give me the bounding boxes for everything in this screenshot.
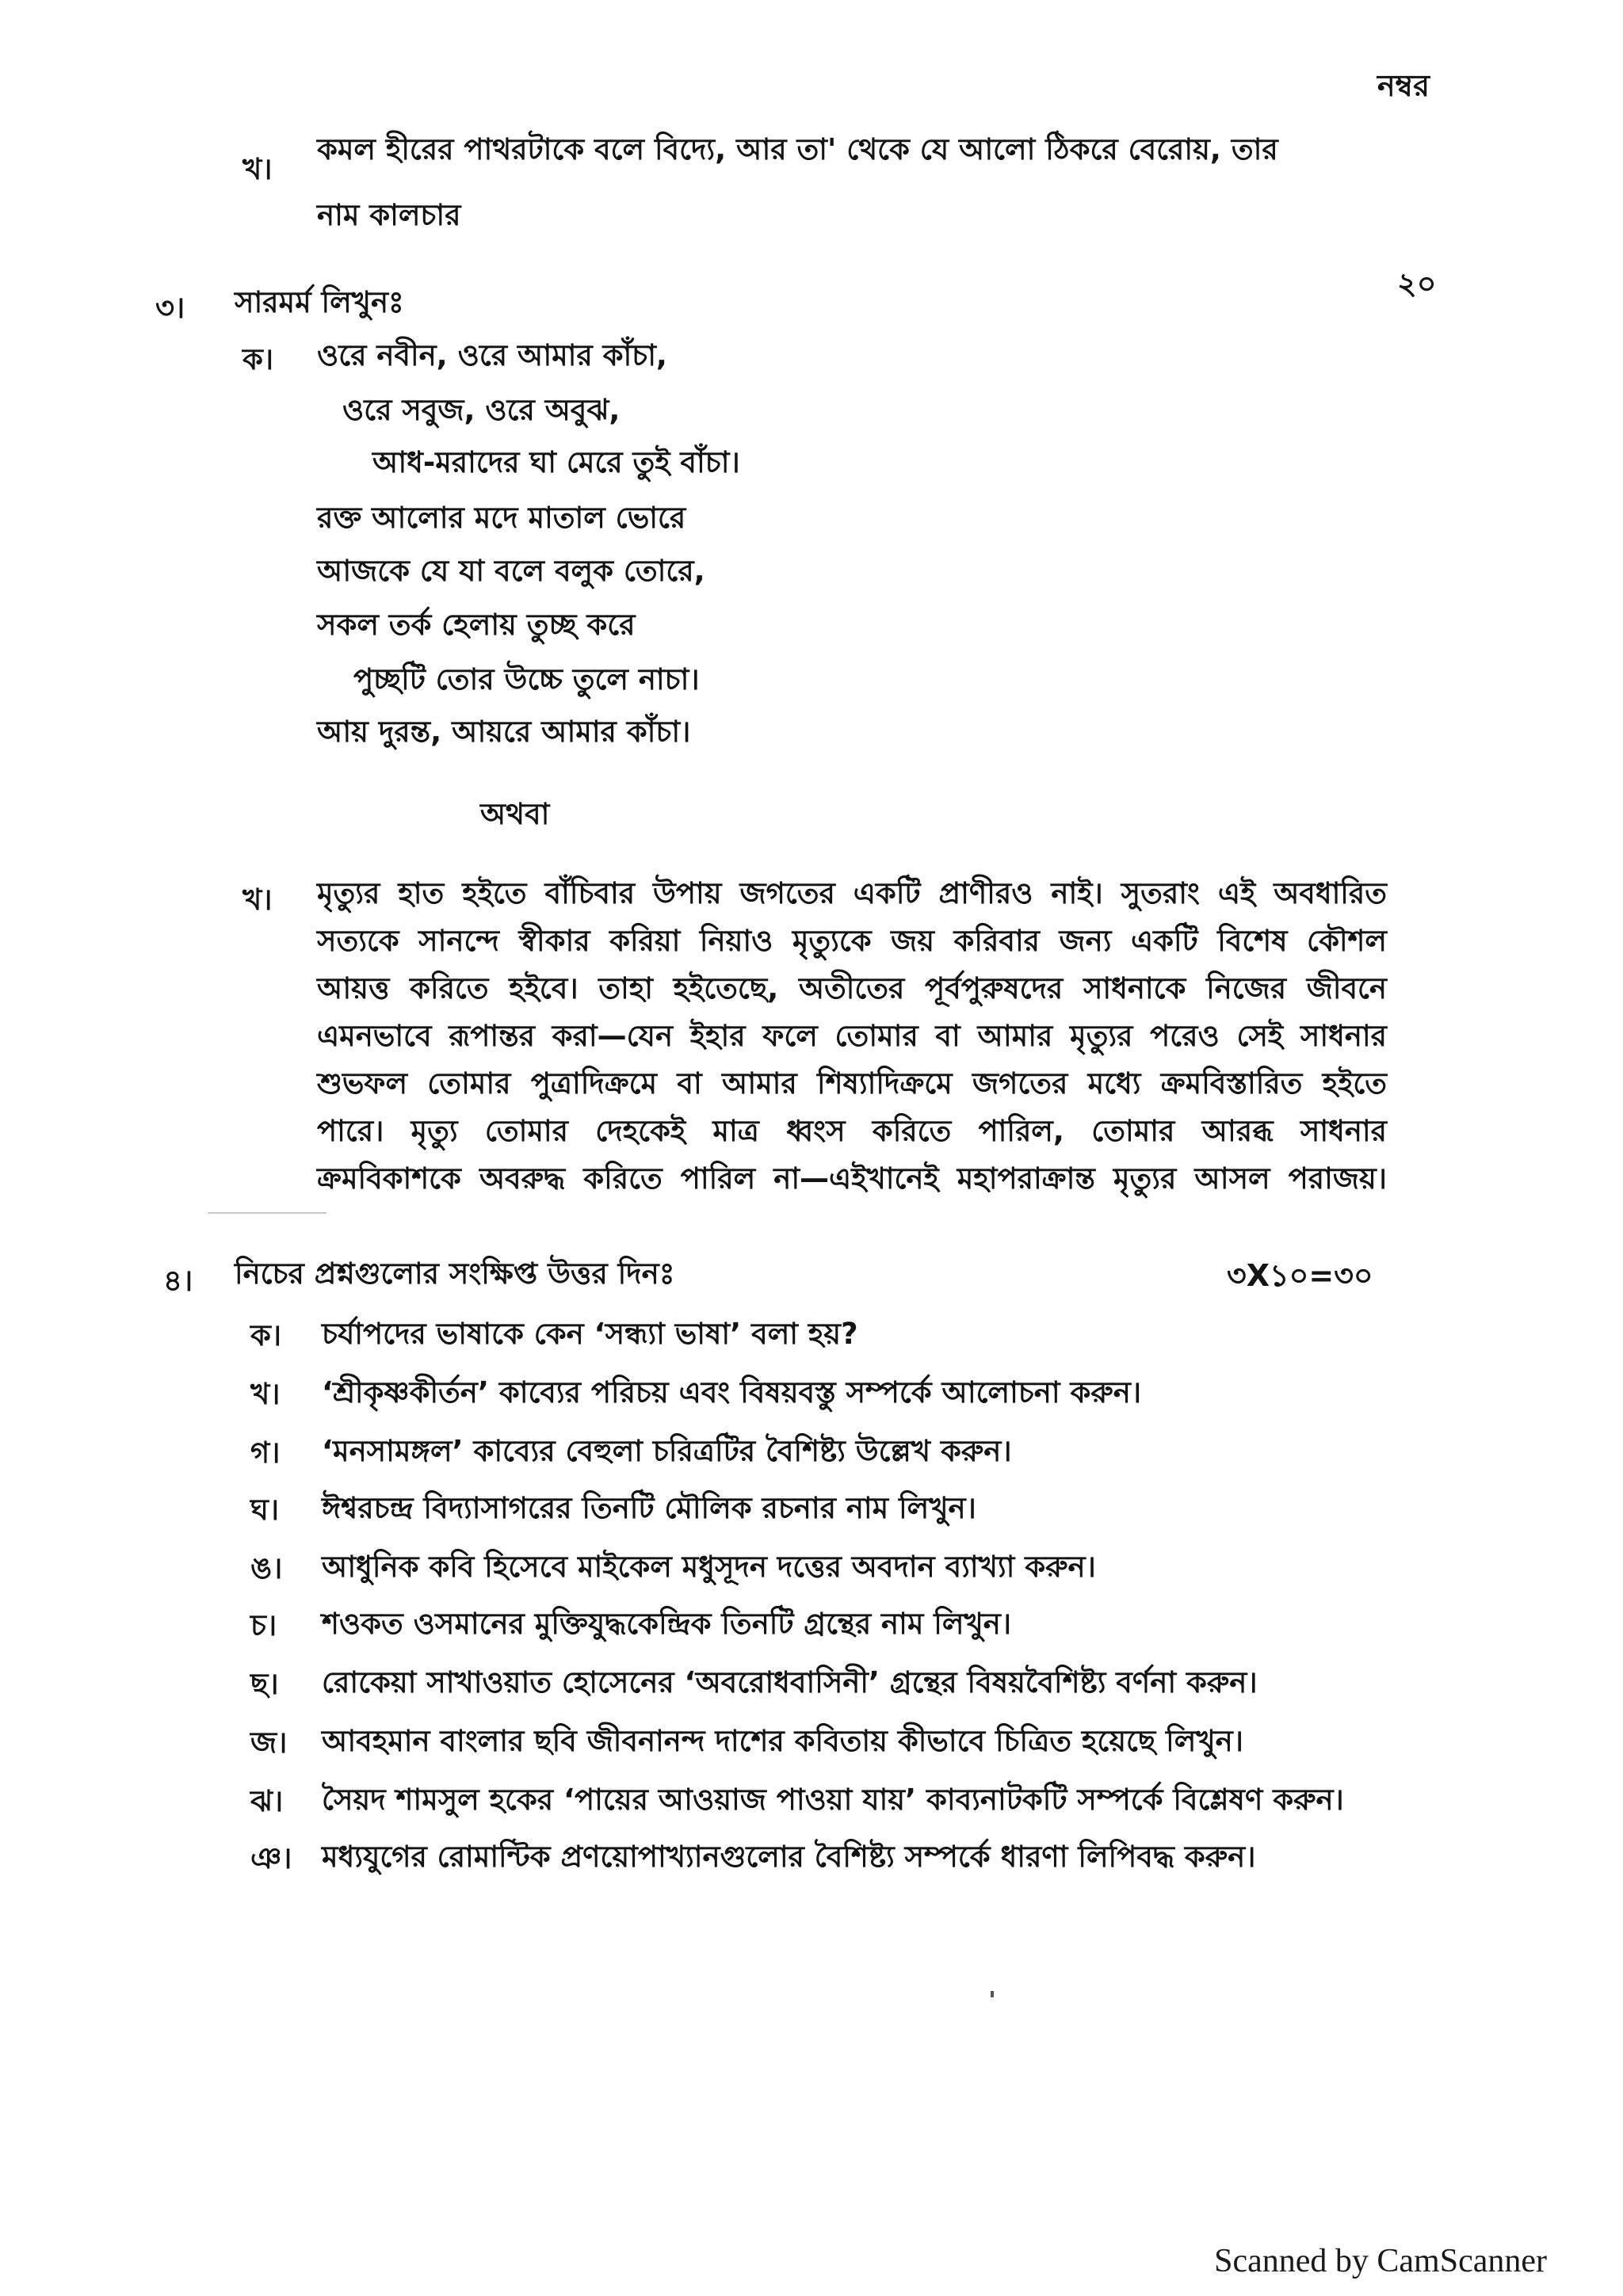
scan-smudge bbox=[208, 1212, 327, 1214]
q4-item-label: জ। bbox=[250, 1726, 288, 1760]
q3b-line-3: আয়ত্ত করিতে হইবে। তাহা হইতেছে, অতীতের পূর্বপুরুষদের সাধনাকে নিজের জীবনে bbox=[317, 971, 1387, 1005]
q3a-line-6: সকল তর্ক হেলায় তুচ্ছ করে bbox=[317, 608, 636, 642]
q4-item-text: মধ্যযুগের রোমান্টিক প্রণয়োপাখ্যানগুলোর বৈশিষ্ট্য সম্পর্কে ধারণা লিপিবদ্ধ করুন। bbox=[322, 1840, 1256, 1874]
q2b-line-1: কমল হীরের পাথরটাকে বলে বিদ্যে, আর তা' থেকে যে আলো ঠিকরে বেরোয়, তার bbox=[317, 132, 1278, 166]
q4-item-label: ছ। bbox=[250, 1667, 279, 1701]
q4-item-text: ‘শ্রীকৃষ্ণকীর্তন’ কাব্যের পরিচয় এবং বিষয়বস্তু সম্পর্কে আলোচনা করুন। bbox=[322, 1375, 1142, 1409]
q4-item-text: আধুনিক কবি হিসেবে মাইকেল মধুসূদন দত্তের অবদান ব্যাখ্যা করুন। bbox=[322, 1550, 1096, 1584]
or-separator: অথবা bbox=[480, 797, 550, 831]
q3b-line-4: এমনভাবে রূপান্তর করা—যেন ইহার ফলে তোমার বা আমার মৃত্যুর পরেও সেই সাধনার bbox=[317, 1019, 1387, 1053]
q4-item-label: ঝ। bbox=[250, 1784, 284, 1818]
q3a-line-1: ওরে নবীন, ওরে আমার কাঁচা, bbox=[317, 338, 667, 372]
q4-item-label: খ। bbox=[250, 1377, 281, 1411]
q4-number: ৪। bbox=[163, 1264, 193, 1298]
q3-marks: ২০ bbox=[1397, 266, 1437, 301]
q4-item-label: চ। bbox=[250, 1608, 277, 1642]
q4-item-text: ‘মনসামঙ্গল’ কাব্যের বেহুলা চরিত্রটির বৈশিষ্ট্য উল্লেখ করুন। bbox=[322, 1434, 1012, 1468]
q4-item-label: ঙ। bbox=[250, 1551, 283, 1585]
q4-item-text: আবহমান বাংলার ছবি জীবনানন্দ দাশের কবিতায় কীভাবে চিত্রিত হয়েছে লিখুন। bbox=[322, 1724, 1243, 1758]
q2b-line-2: নাম কালচার bbox=[317, 198, 461, 232]
q4-marks: ৩X১০=৩০ bbox=[1227, 1258, 1373, 1293]
q3b-label: খ। bbox=[242, 883, 273, 917]
q4-item-label: ক। bbox=[250, 1318, 282, 1352]
marks-column-header: নম্বর bbox=[1377, 68, 1430, 103]
q4-item-text: চর্যাপদের ভাষাকে কেন ‘সন্ধ্যা ভাষা’ বলা হয়? bbox=[322, 1317, 858, 1351]
q4-item-label: ঞ। bbox=[250, 1841, 292, 1875]
q4-item-text: ঈশ্বরচন্দ্র বিদ্যাসাগরের তিনটি মৌলিক রচনার নাম লিখুন। bbox=[322, 1491, 976, 1525]
q4-item-label: গ। bbox=[250, 1436, 281, 1470]
scan-speck bbox=[991, 1991, 994, 1997]
q3a-line-5: আজকে যে যা বলে বলুক তোরে, bbox=[317, 554, 705, 588]
q3a-line-7: পুচ্ছটি তোর উচ্চে তুলে নাচা। bbox=[353, 662, 700, 696]
q3a-line-4: রক্ত আলোর মদে মাতাল ভোরে bbox=[317, 501, 686, 535]
q3a-label: ক। bbox=[242, 342, 274, 376]
camscanner-watermark: Scanned by CamScanner bbox=[1214, 2243, 1547, 2279]
q4-item-text: সৈয়দ শামসুল হকের ‘পায়ের আওয়াজ পাওয়া যায়’ কাব্যনাটকটি সম্পর্কে বিশ্লেষণ করুন। bbox=[322, 1783, 1344, 1817]
q3a-line-8: আয় দুরন্ত, আয়রে আমার কাঁচা। bbox=[317, 715, 691, 749]
q4-item-text: শওকত ওসমানের মুক্তিযুদ্ধকেন্দ্রিক তিনটি গ্রন্থের নাম লিখুন। bbox=[322, 1607, 1012, 1641]
q3b-line-2: সত্যকে সানন্দে স্বীকার করিয়া নিয়াও মৃত্যুকে জয় করিবার জন্য একটি বিশেষ কৌশল bbox=[317, 924, 1387, 958]
q4-title: নিচের প্রশ্নগুলোর সংক্ষিপ্ত উত্তর দিনঃ bbox=[235, 1257, 675, 1291]
q3b-line-7: ক্রমবিকাশকে অবরুদ্ধ করিতে পারিল না—এইখানেই মহাপরাক্রান্ত মৃত্যুর আসল পরাজয়। bbox=[317, 1161, 1387, 1196]
q3b-line-1: মৃত্যুর হাত হইতে বাঁচিবার উপায় জগতের একটি প্রাণীরও নাই। সুতরাং এই অবধারিত bbox=[317, 876, 1387, 910]
q4-item-label: ঘ। bbox=[250, 1493, 280, 1527]
q3-number: ৩। bbox=[155, 291, 185, 325]
q3a-line-3: আধ-মরাদের ঘা মেরে তুই বাঁচা। bbox=[372, 445, 740, 479]
q2b-label: খ। bbox=[242, 152, 273, 186]
q3b-line-6: পারে। মৃত্যু তোমার দেহকেই মাত্র ধ্বংস করিতে পারিল, তোমার আরব্ধ সাধনার bbox=[317, 1114, 1387, 1148]
q3-title: সারমর্ম লিখুনঃ bbox=[235, 285, 404, 319]
q4-item-text: রোকেয়া সাখাওয়াত হোসেনের ‘অবরোধবাসিনী’ গ্রন্থের বিষয়বৈশিষ্ট্য বর্ণনা করুন। bbox=[322, 1665, 1258, 1699]
q3b-line-5: শুভফল তোমার পুত্রাদিক্রমে বা আমার শিষ্যাদিক্রমে জগতের মধ্যে ক্রমবিস্তারিত হইতে bbox=[317, 1066, 1387, 1100]
q3a-line-2: ওরে সবুজ, ওরে অবুঝ, bbox=[342, 393, 621, 427]
